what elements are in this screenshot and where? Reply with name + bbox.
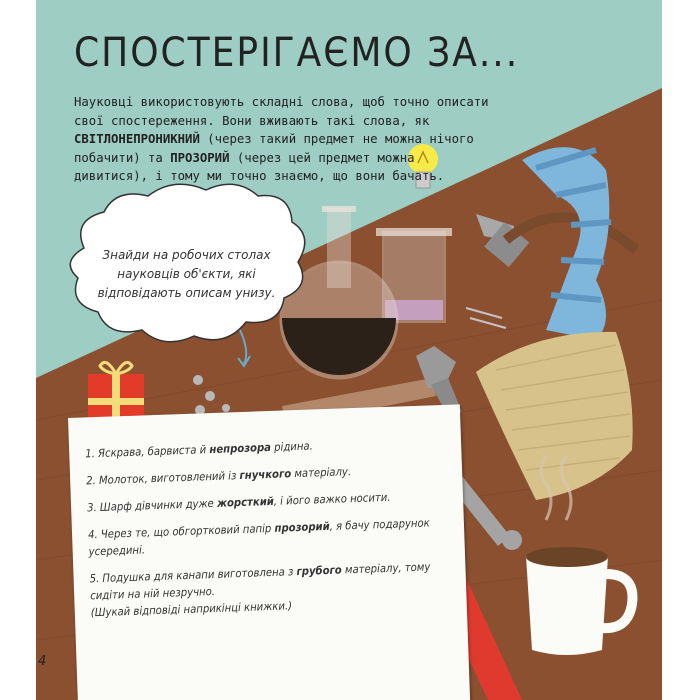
list-item: 3. Шарф дівчинки дуже жорсткий, і його важко носити. [86, 490, 391, 515]
intro-text-2: (через такий предмет не можна нічого побачити) та [74, 132, 474, 165]
intro-paragraph [74, 93, 494, 186]
cloud-instruction: Знайди на робочих столах науковців об'єкти, які відповідають описам унизу. [97, 248, 276, 300]
intro-term-opaque: СВІТЛОНЕПРОНИКНИЙ [74, 132, 200, 146]
answer-note: (Шукай відповіді наприкінці книжки.) [90, 599, 293, 620]
list-item: 2. Молоток, виготовлений із гнучкого матеріалу. [85, 465, 352, 488]
list-item: 1. Яскрава, барвиста й непрозора рідина. [85, 439, 313, 461]
page-title: СПОСТЕРІГАЄМО ЗА... [74, 30, 520, 76]
intro-text-3: (через цей предмет можна дивитися), і тому ми точно знаємо, що вони бачать. [74, 150, 445, 183]
task-sheet [68, 404, 470, 700]
list-item: 4. Через те, що обгортковий папір прозорий, я бачу подарунок усередині. [87, 516, 430, 559]
task-list [85, 433, 451, 631]
page-number: 4 [38, 654, 47, 669]
list-item: 5. Подушка для канапи виготовлена з грубого матеріалу, тому сидіти на ній незручно. (Шукай відповіді наприкінці книжки.) [89, 560, 431, 620]
intro-term-transparent: ПРОЗОРИЙ [170, 150, 230, 165]
book-page [36, 0, 662, 700]
intro-text-1: Науковці використовують складні слова, щоб точно описати свої спостереження. Вони вживають такі слова, як [74, 95, 489, 128]
